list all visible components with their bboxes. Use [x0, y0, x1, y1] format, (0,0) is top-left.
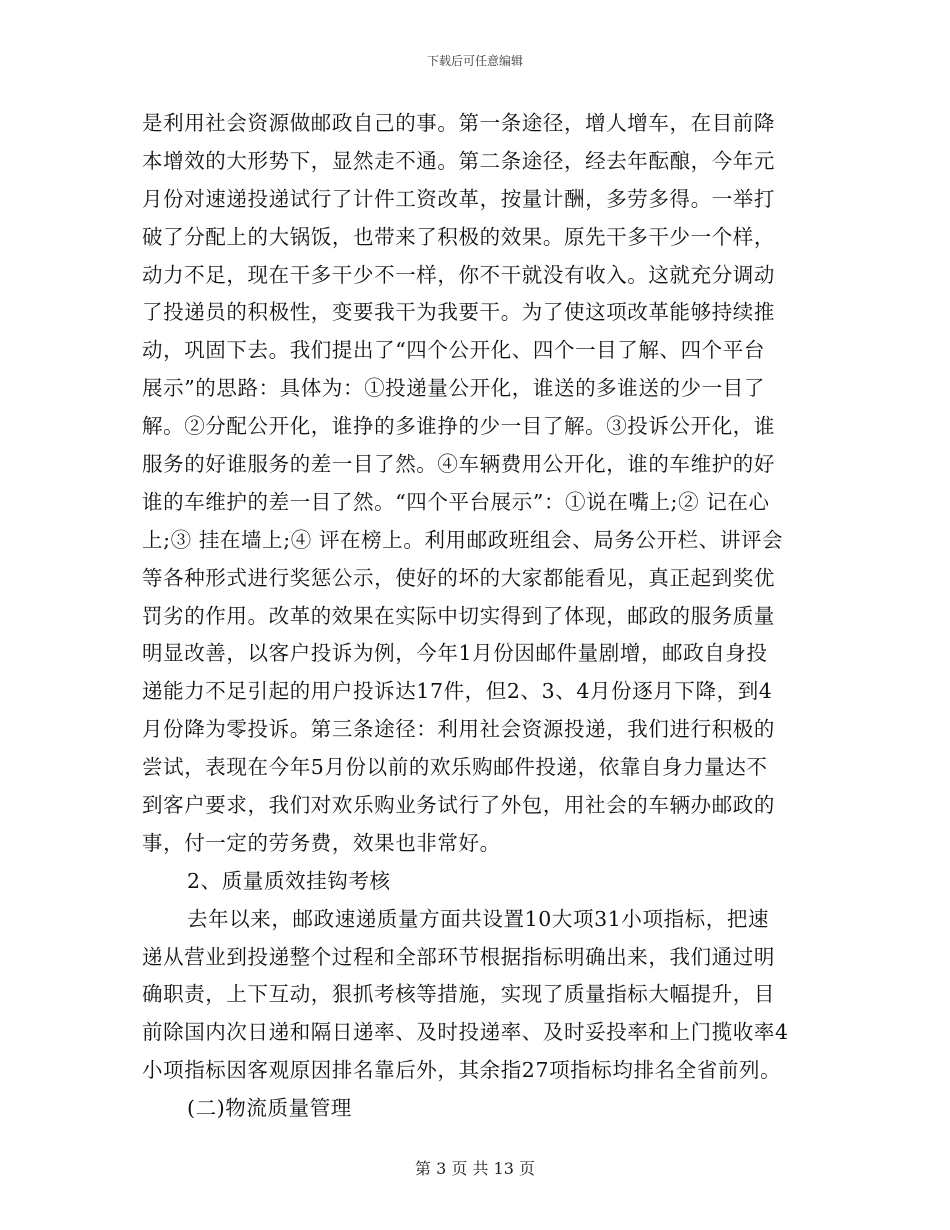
body-line: 动力不足，现在干多干少不一样，你不干就没有收入。这就充分调动 [142, 262, 775, 287]
body-line: 递能力不足引起的用户投诉达17件，但2、3、4月份逐月下降，到4 [142, 679, 773, 704]
body-line: 前除国内次日递和隔日递率、及时投递率、及时妥投率和上门揽收率4 [142, 1020, 789, 1045]
body-line: 破了分配上的大锅饭，也带来了积极的效果。原先干多干少一个样， [142, 224, 775, 249]
body-line: 明显改善，以客户投诉为例，今年1月份因邮件量剧增，邮政自身投 [142, 641, 768, 666]
body-line: 解。②分配公开化，谁挣的多谁挣的少一目了解。③投诉公开化，谁 [142, 414, 775, 439]
body-line: 月份对速递投递试行了计件工资改革，按量计酬，多劳多得。一举打 [142, 186, 775, 211]
body-line: 罚劣的作用。改革的效果在实际中切实得到了体现，邮政的服务质量 [142, 603, 775, 628]
document-body [142, 105, 810, 1128]
body-line: 谁的车维护的差一目了然。“四个平台展示”：①说在嘴上;② 记在心 [142, 489, 770, 514]
page-number: 第 3 页 共 13 页 [415, 1159, 535, 1178]
body-line: 递从营业到投递整个过程和全部环节根据指标明确出来，我们通过明 [142, 944, 775, 969]
body-line: 展示”的思路：具体为：①投递量公开化，谁送的多谁送的少一目了 [142, 376, 765, 401]
body-line: 了投递员的积极性，变要我干为我要干。为了使这项改革能够持续推 [142, 300, 775, 325]
paragraph-first-line: 去年以来，邮政速递质量方面共设置10大项31小项指标，把速 [187, 906, 770, 931]
body-line: 上;③ 挂在墙上;④ 评在榜上。利用邮政班组会、局务公开栏、讲评会 [142, 527, 784, 552]
body-line: 到客户要求，我们对欢乐购业务试行了外包，用社会的车辆办邮政的 [142, 793, 775, 818]
body-line: 本增效的大形势下，显然走不通。第二条途径，经去年酝酿，今年元 [142, 148, 775, 173]
body-line: 动，巩固下去。我们提出了“四个公开化、四个一目了解、四个平台 [142, 338, 765, 363]
section-heading: (二)物流质量管理 [187, 1096, 352, 1121]
body-line: 等各种形式进行奖惩公示，使好的坏的大家都能看见，真正起到奖优 [142, 565, 775, 590]
body-line: 是利用社会资源做邮政自己的事。第一条途径，增人增车，在目前降 [142, 111, 775, 135]
section-heading: 2、质量质效挂钩考核 [187, 868, 391, 893]
body-line: 确职责，上下互动，狠抓考核等措施，实现了质量指标大幅提升，目 [142, 982, 775, 1007]
body-line: 事，付一定的劳务费，效果也非常好。 [142, 830, 501, 855]
page-header: 下载后可任意编辑 [426, 54, 523, 68]
body-line: 服务的好谁服务的差一目了然。④车辆费用公开化，谁的车维护的好 [142, 452, 775, 477]
body-line: 小项指标因客观原因排名靠后外，其余指27项指标均排名全省前列。 [142, 1058, 782, 1083]
body-line: 月份降为零投诉。第三条途径：利用社会资源投递，我们进行积极的 [142, 717, 775, 742]
body-line: 尝试，表现在今年5月份以前的欢乐购邮件投递，依靠自身力量达不 [142, 755, 768, 780]
